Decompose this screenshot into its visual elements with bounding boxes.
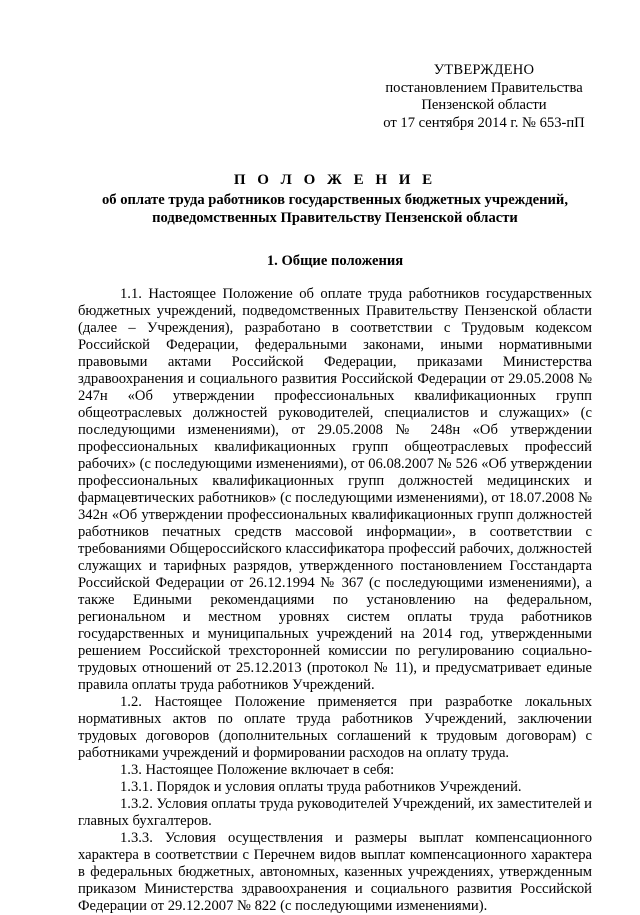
paragraph-1-3-1: 1.3.1. Порядок и условия оплаты труда работников Учреждений.: [120, 779, 522, 795]
section-title: 1. Общие положения: [266, 253, 404, 269]
approval-line-1: постановлением Правительства: [385, 79, 583, 96]
paragraph-1-3-2: 1.3.2. Условия оплаты труда руководителей Учреждений, их заместителей и главных бухгалтеров.: [78, 796, 592, 829]
paragraph-1-3-3: 1.3.3. Условия осуществления и размеры выплат компенсационного характера в соответствии с Перечнем видов выплат компенсационного характера в федеральных бюджетных, автономных, казенных учреждениях, утвержденным приказом Министерства здравоохранения и социального развития Российской Федерации от 29.12.2007 № 822 (с последующими изменениями).: [78, 830, 592, 914]
subtitle-line-1: об оплате труда работников государственных бюджетных учреждений,: [101, 192, 568, 208]
document-title: П О Л О Ж Е Н И Е: [233, 172, 437, 188]
paragraph-1-2: 1.2. Настоящее Положение применяется при разработке локальных нормативных актов по оплате труда работников Учреждений, заключении трудовых договоров (дополнительных соглашений к трудовым договорам) с работниками учреждений и формировании расходов на оплату труда.: [78, 694, 592, 761]
approval-line-3: от 17 сентября 2014 г. № 653-пП: [383, 114, 585, 131]
approval-head: УТВЕРЖДЕНО: [433, 62, 535, 78]
approval-line-2: Пензенской области: [421, 97, 547, 113]
approval-stamp: [374, 62, 594, 132]
document-subtitle: [78, 191, 592, 227]
section-body: [78, 286, 592, 915]
paragraph-1-1: 1.1. Настоящее Положение об оплате труда работников государственных бюджетных учреждений, подведомственных Правительству Пензенской области (далее – Учреждения), разработано в соответствии с Трудовым кодексом Российской Федерации, федеральными законами, иными нормативными правовыми актами Российской Федерации, приказами Министерства здравоохранения и социального развития Российской Федерации от 29.05.2008 № 247н «Об утверждении профессиональных квалификационных групп общеотраслевых должностей руководителей, специалистов и служащих» (с последующими изменениями), от 29.05.2008 № 248н «Об утверждении профессиональных квалификационных групп общеотраслевых профессий рабочих» (с последующими изменениями), от 06.08.2007 № 526 «Об утверждении профессиональных квалификационных групп должностей медицинских и фармацевтических работников» (с последующими изменениями), от 18.07.2008 № 342н «Об утверждении профессиональных квалификационных групп должностей работников печатных средств массовой информации», в соответствии с требованиями Общероссийского классификатора профессий рабочих, должностей служащих и тарифных разрядов, утвержденного постановлением Госстандарта Российской Федерации от 26.12.1994 № 367 (с последующими изменениями), а также Едиными рекомендациями по установлению на федеральном, региональном и местном уровнях систем оплаты труда работников государственных и муниципальных учреждений на 2014 год, утвержденными решением Российской трехсторонней комиссии по регулированию социально-трудовых отношений от 25.12.2013 (протокол № 11), и предусматривает единые правила оплаты труда работников Учреждений.: [78, 286, 592, 693]
paragraph-1-3: 1.3. Настоящее Положение включает в себя:: [120, 762, 395, 778]
subtitle-line-2: подведомственных Правительству Пензенской области: [152, 210, 518, 226]
